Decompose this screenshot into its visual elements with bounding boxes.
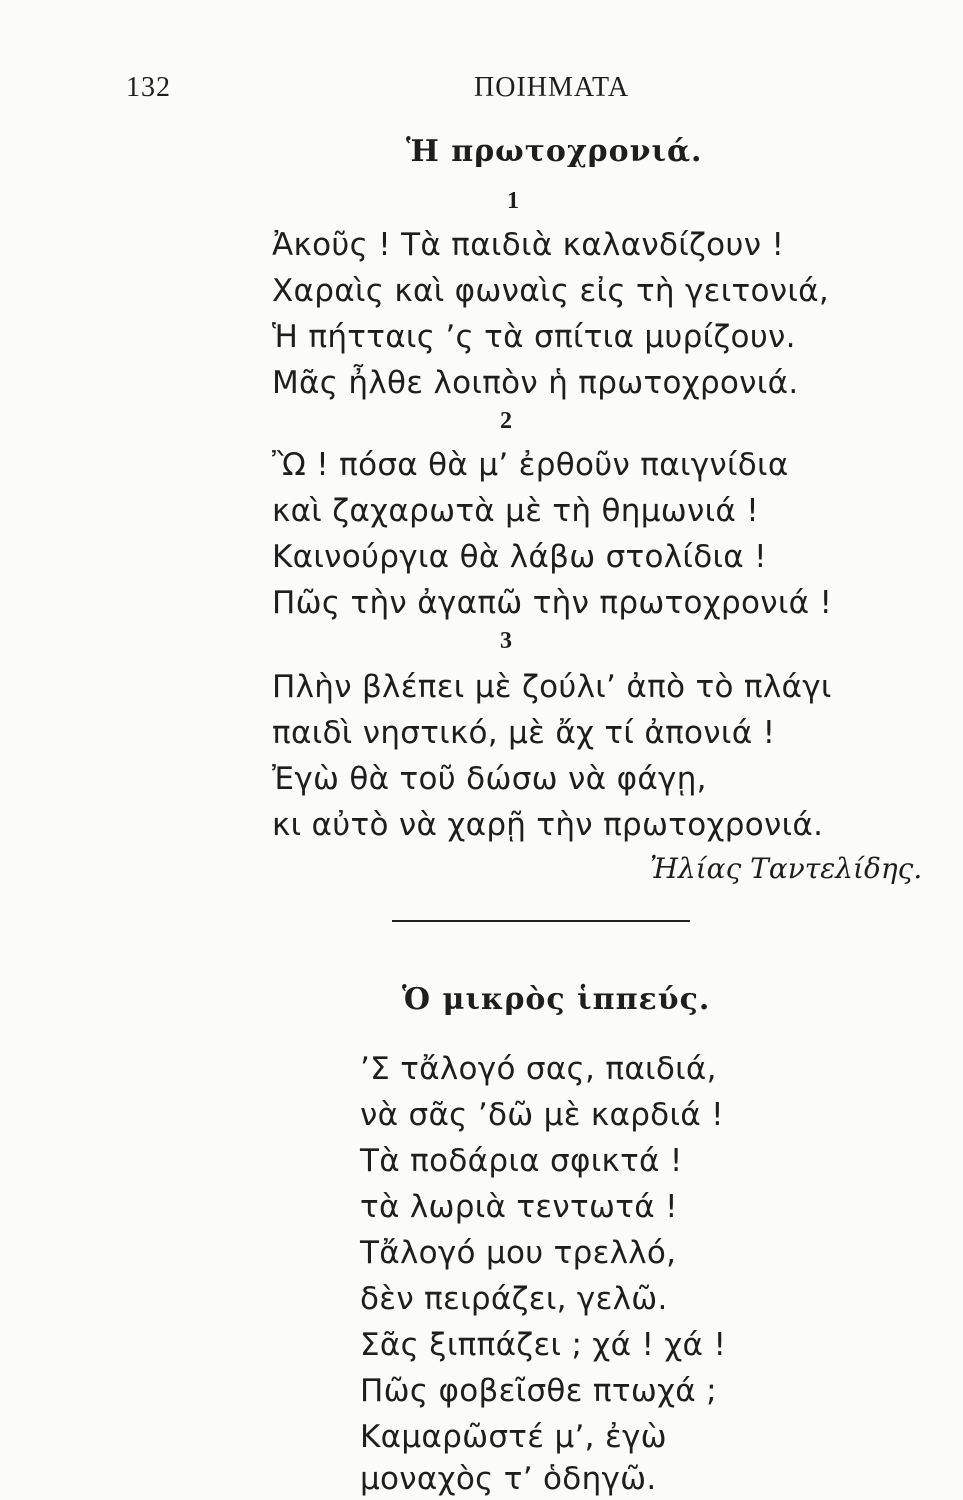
verse-line: Καινούργια θὰ λάβω στολίδια ! bbox=[272, 539, 767, 575]
verse-line: Τἄλογό μου τρελλό, bbox=[360, 1235, 677, 1271]
poem-title: Ὁ μικρὸς ἱππεύς. bbox=[402, 982, 711, 1017]
section-divider bbox=[392, 920, 690, 922]
verse-line: δὲν πειράζει, γελῶ. bbox=[360, 1281, 668, 1317]
verse-line: Σᾶς ξιππάζει ; χά ! χά ! bbox=[360, 1327, 727, 1363]
verse-line: ’Σ τἄλογό σας, παιδιά, bbox=[360, 1051, 717, 1087]
verse-line: Καμαρῶστέ μ’, ἐγὼ bbox=[360, 1419, 667, 1455]
verse-line: Μᾶς ἦλθε λοιπὸν ἡ πρωτοχρονιά. bbox=[272, 365, 799, 401]
stanza-number: 3 bbox=[500, 628, 512, 654]
verse-line: Ἡ πήτταις ’ς τὰ σπίτια μυρίζουν. bbox=[272, 319, 796, 355]
verse-line: Πλὴν βλέπει μὲ ζούλι’ ἀπὸ τὸ πλάγι bbox=[272, 669, 832, 705]
verse-line: νὰ σᾶς ’δῶ μὲ καρδιά ! bbox=[360, 1097, 724, 1133]
verse-line: κι αὐτὸ νὰ χαρῇ τὴν πρωτοχρονιά. bbox=[272, 807, 824, 843]
verse-line: Πῶς τὴν ἀγαπῶ τὴν πρωτοχρονιά ! bbox=[272, 585, 833, 621]
verse-line: τὰ λωριὰ τεντωτά ! bbox=[360, 1189, 678, 1225]
verse-line: παιδὶ νηστικό, μὲ ἄχ τί ἀπονιά ! bbox=[272, 715, 776, 751]
poem-author: Ἠλίας Ταντελίδης. bbox=[650, 852, 923, 885]
verse-line: Τὰ ποδάρια σφικτά ! bbox=[360, 1143, 683, 1179]
verse-line: μοναχὸς τ’ ὁδηγῶ. bbox=[360, 1461, 657, 1497]
verse-line: Ὢ ! πόσα θὰ μ’ ἐρθοῦν παιγνίδια bbox=[272, 447, 789, 483]
verse-line: Πῶς φοβεῖσθε πτωχά ; bbox=[360, 1373, 717, 1409]
verse-line: Ἀκοῦς ! Τὰ παιδιὰ καλανδίζουν ! bbox=[272, 227, 785, 263]
poem-title: Ἡ πρωτοχρονιά. bbox=[406, 134, 703, 169]
running-head: ΠΟΙΗΜΑΤΑ bbox=[474, 72, 630, 103]
stanza-number: 1 bbox=[507, 188, 519, 214]
verse-line: Χαραὶς καὶ φωναὶς εἰς τὴ γειτονιά, bbox=[272, 273, 830, 309]
stanza-number: 2 bbox=[500, 408, 512, 434]
page-number: 132 bbox=[126, 72, 171, 103]
verse-line: Ἐγὼ θὰ τοῦ δώσω νὰ φάγῃ, bbox=[272, 761, 707, 797]
verse-line: καὶ ζαχαρωτὰ μὲ τὴ θημωνιά ! bbox=[272, 493, 759, 529]
